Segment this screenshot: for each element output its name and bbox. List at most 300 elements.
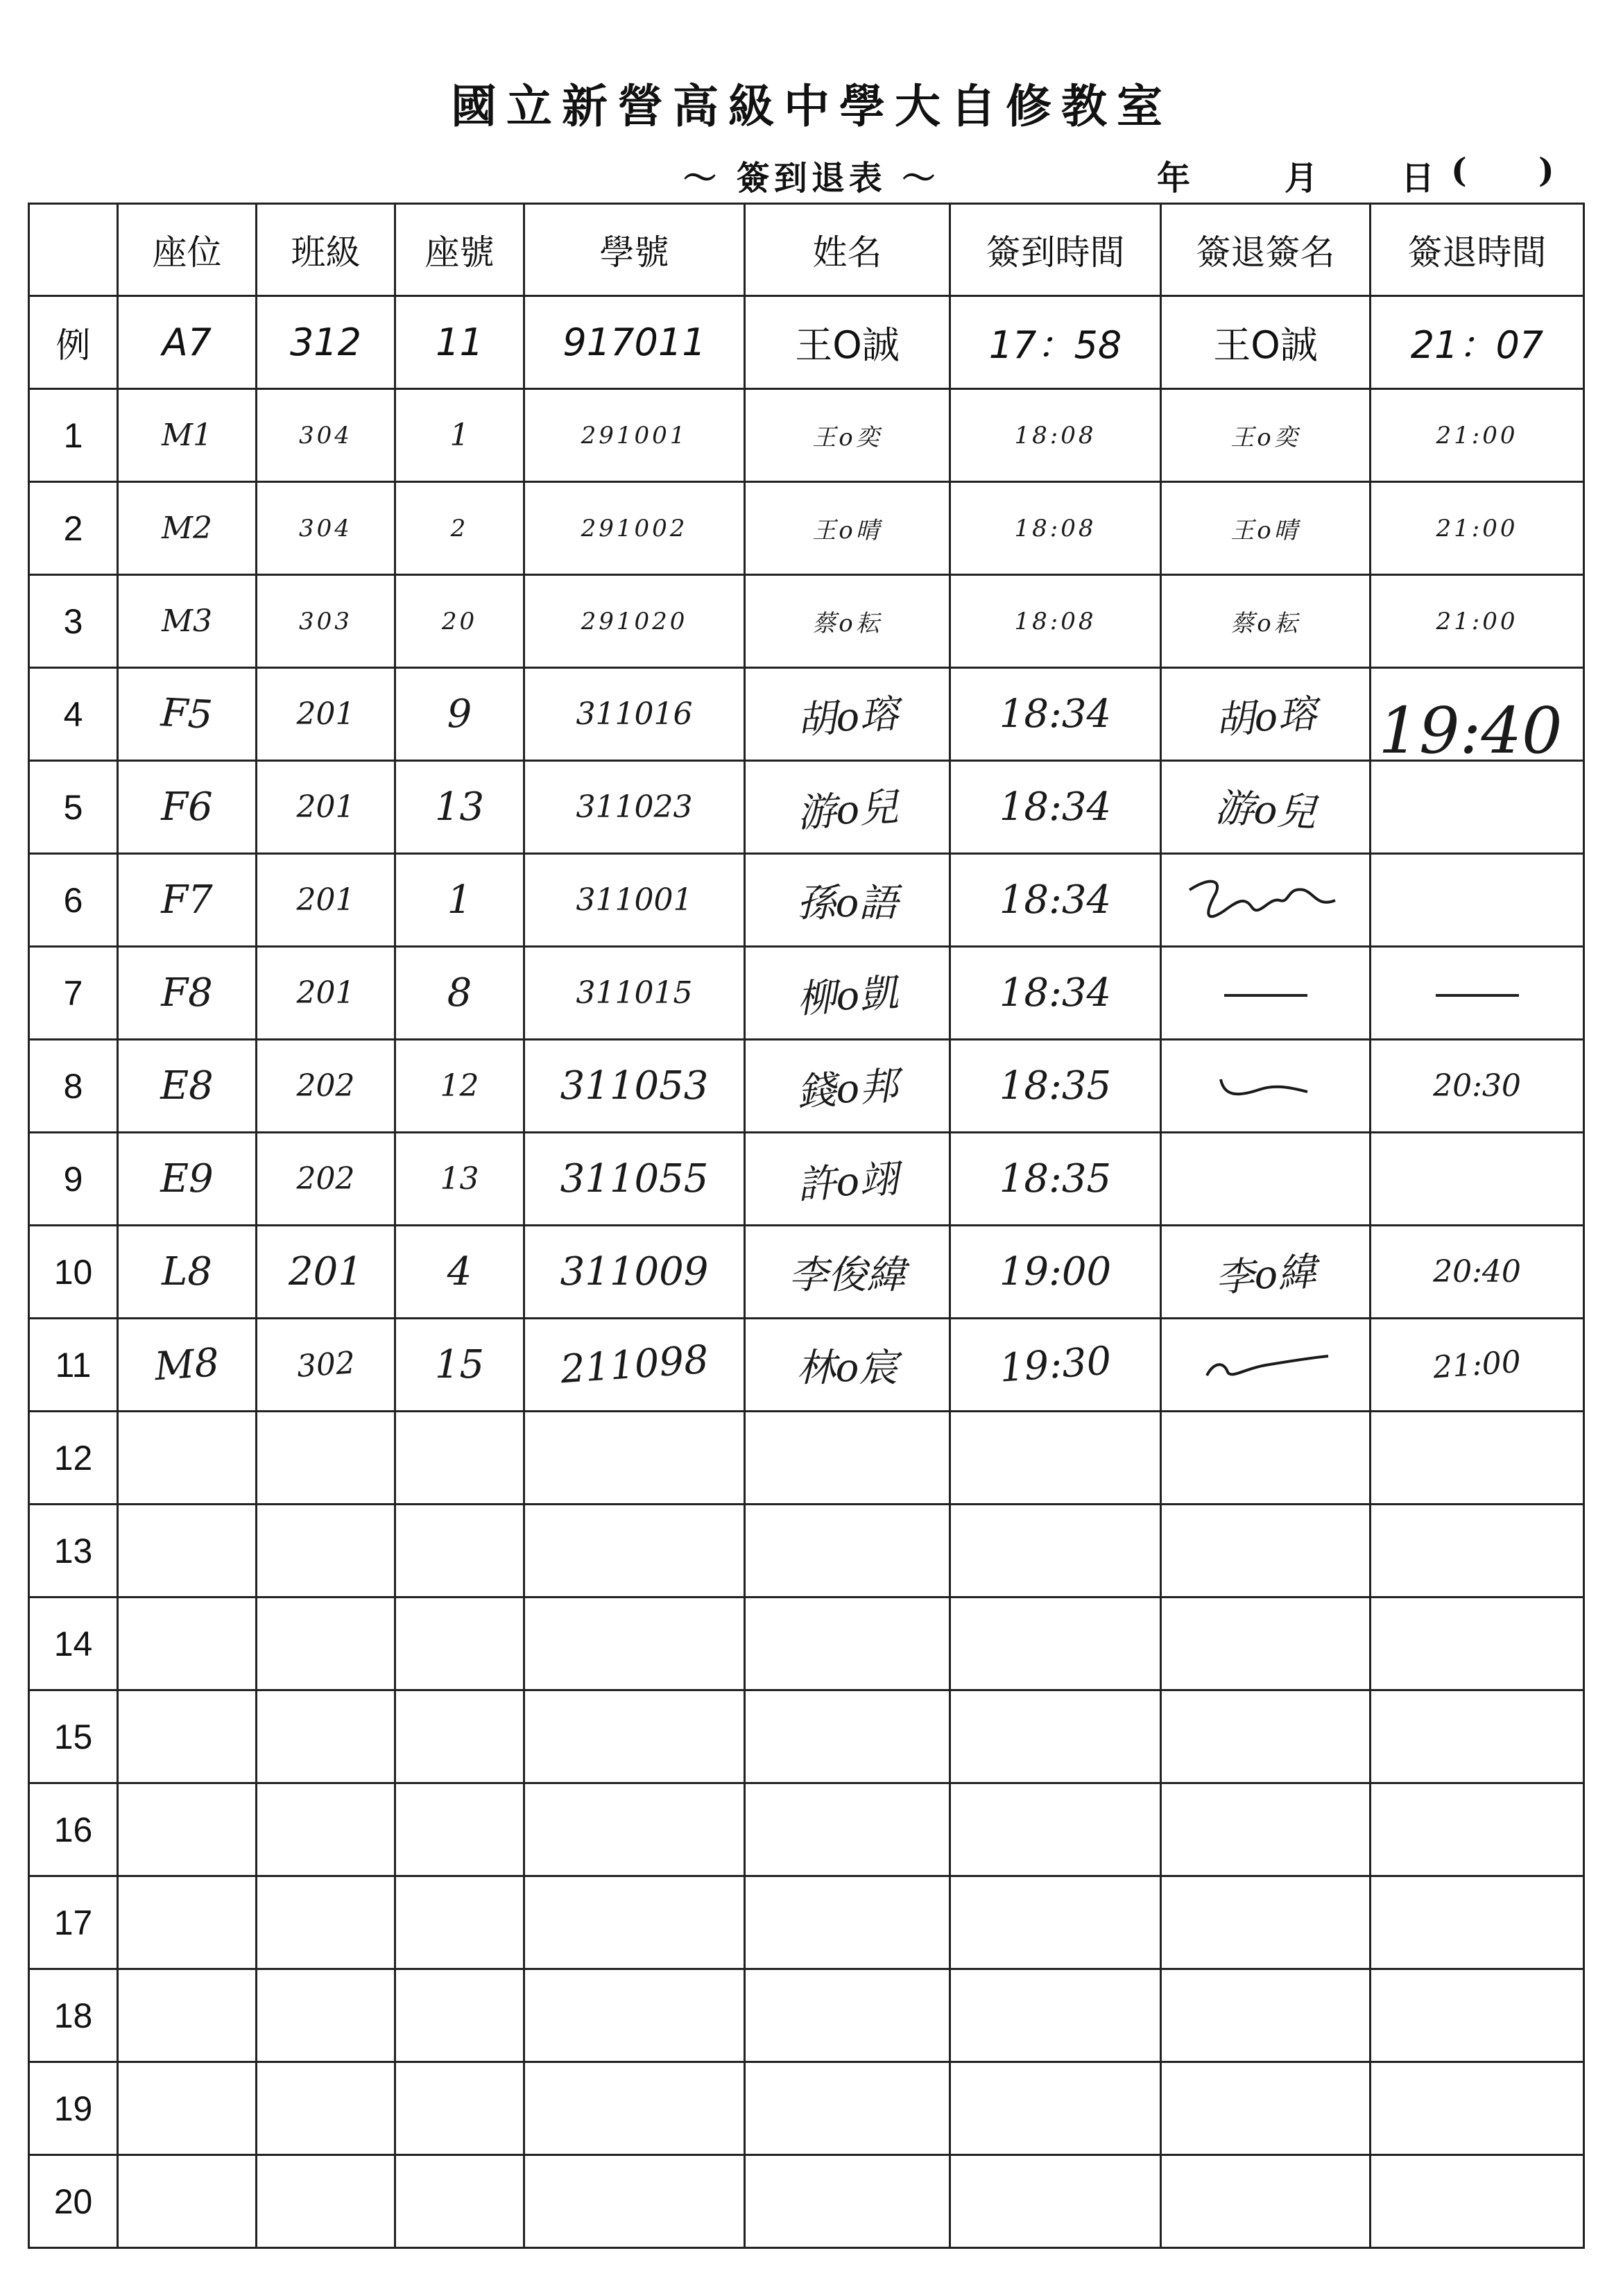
class-cell — [257, 1319, 395, 1412]
name-cell — [745, 1876, 950, 1969]
col-header-checkin-time: 簽到時間 — [950, 204, 1161, 296]
class-cell — [257, 1505, 395, 1597]
checkin-cell — [950, 1133, 1161, 1226]
col-header-seat: 座位 — [118, 204, 257, 296]
row-number: 19 — [29, 2062, 118, 2155]
class-value: 202 — [296, 1068, 355, 1104]
seat-value: M1 — [161, 418, 213, 453]
table-row — [29, 1969, 1584, 2062]
seat-cell — [118, 1412, 257, 1505]
seat-number-cell — [395, 1040, 524, 1133]
checkin-cell — [950, 575, 1161, 668]
shared-checkout-time-value: 19:40 — [1378, 694, 1563, 768]
signout-signature-cell — [1161, 575, 1371, 668]
name-value: 錢o邦 — [795, 1063, 900, 1115]
checkin-cell — [950, 482, 1161, 575]
checkout-value: 21:00 — [1436, 607, 1518, 635]
row-number: 3 — [29, 575, 118, 668]
signout-signature-cell — [1161, 389, 1371, 482]
col-header-student-id: 學號 — [524, 204, 745, 296]
student-id-cell — [524, 1040, 745, 1133]
name-cell — [745, 1690, 950, 1783]
checkin-cell — [950, 1505, 1161, 1597]
subtitle-line — [0, 151, 1623, 200]
seat-value: M8 — [153, 1339, 221, 1390]
checkout-cell — [1371, 2062, 1584, 2155]
student-id-cell — [524, 761, 745, 854]
checkout-cell — [1371, 1690, 1584, 1783]
name-cell — [745, 1133, 950, 1226]
student-id-cell — [524, 1969, 745, 2062]
signout-signature-value: 胡o瑢 — [1213, 691, 1318, 744]
class-value: 202 — [296, 1161, 355, 1197]
table-row — [29, 668, 1584, 761]
year-label: 年 — [1157, 159, 1191, 198]
name-value: 李俊緯 — [789, 1252, 906, 1298]
signout-signature-cell — [1161, 1690, 1371, 1783]
name-cell — [745, 575, 950, 668]
seat-number-value: 13 — [434, 785, 485, 830]
name-cell — [745, 1040, 950, 1133]
name-value: 林o宸 — [796, 1345, 898, 1391]
seat-value: L8 — [162, 1249, 212, 1294]
seat-number-value: 9 — [447, 692, 472, 737]
class-cell — [257, 1876, 395, 1969]
name-value: 胡o瑢 — [795, 691, 900, 744]
name-cell — [745, 854, 950, 947]
seat-value: F8 — [161, 970, 213, 1016]
signout-signature-cell — [1161, 1876, 1371, 1969]
row-number: 6 — [29, 854, 118, 947]
name-cell — [745, 2155, 950, 2248]
signout-signature-cell — [1161, 482, 1371, 575]
checkin-value: 18:34 — [999, 970, 1112, 1016]
checkout-cell — [1371, 1226, 1584, 1319]
name-value: 柳o凱 — [795, 970, 900, 1022]
signout-signature-cell — [1161, 1319, 1371, 1412]
row-number: 18 — [29, 1969, 118, 2062]
name-value: 孫o語 — [796, 880, 898, 926]
row-number: 16 — [29, 1783, 118, 1876]
signout-signature-value: 蔡o耘 — [1230, 610, 1300, 637]
name-cell — [745, 761, 950, 854]
row-number: 4 — [29, 668, 118, 761]
signature-scribble-icon — [1210, 1065, 1321, 1107]
seat-value: M3 — [161, 603, 213, 639]
seat-number-cell — [395, 1969, 524, 2062]
student-id-cell — [524, 389, 745, 482]
student-id-value: 311009 — [560, 1249, 709, 1294]
seat-number-cell — [395, 1783, 524, 1876]
weekday-paren-open: ( — [1451, 151, 1467, 190]
student-id-cell — [524, 1133, 745, 1226]
class-cell — [257, 1133, 395, 1226]
checkin-cell — [950, 2155, 1161, 2248]
signout-signature-cell — [1161, 1597, 1371, 1690]
seat-number-cell — [395, 1876, 524, 1969]
student-id-cell — [524, 1597, 745, 1690]
seat-number-cell — [395, 1226, 524, 1319]
student-id-cell — [524, 482, 745, 575]
attendance-table — [28, 203, 1585, 2249]
class-cell — [257, 854, 395, 947]
seat-number-cell — [395, 1412, 524, 1505]
student-id-cell — [524, 947, 745, 1040]
row-number: 5 — [29, 761, 118, 854]
class-value: 304 — [299, 421, 352, 449]
class-cell — [257, 2155, 395, 2248]
class-cell — [257, 1783, 395, 1876]
seat-number-value: 1 — [447, 877, 472, 923]
seat-value: F6 — [161, 785, 213, 830]
example-class: 312 — [257, 296, 395, 389]
class-cell — [257, 1040, 395, 1133]
seat-cell — [118, 482, 257, 575]
col-header-class: 班級 — [257, 204, 395, 296]
student-id-value: 211098 — [558, 1337, 710, 1393]
checkout-cell — [1371, 1319, 1584, 1412]
name-cell — [745, 668, 950, 761]
seat-number-value: 13 — [440, 1161, 479, 1197]
seat-cell — [118, 1783, 257, 1876]
seat-cell — [118, 1319, 257, 1412]
example-seat: A7 — [118, 296, 257, 389]
seat-cell — [118, 761, 257, 854]
seat-value: M2 — [161, 511, 213, 546]
student-id-cell — [524, 2155, 745, 2248]
seat-value: F5 — [160, 690, 214, 738]
seat-cell — [118, 854, 257, 947]
seat-number-cell — [395, 947, 524, 1040]
seat-cell — [118, 2062, 257, 2155]
table-row — [29, 1133, 1584, 1226]
checkin-cell — [950, 1783, 1161, 1876]
student-id-cell — [524, 575, 745, 668]
name-cell — [745, 2062, 950, 2155]
seat-number-cell — [395, 1319, 524, 1412]
checkin-cell — [950, 668, 1161, 761]
seat-cell — [118, 1690, 257, 1783]
checkin-cell — [950, 1969, 1161, 2062]
col-header-signout-signature: 簽退簽名 — [1161, 204, 1371, 296]
checkin-cell — [950, 947, 1161, 1040]
dash-mark — [1224, 994, 1307, 997]
signout-signature-cell — [1161, 947, 1371, 1040]
signature-scribble-icon — [1196, 1341, 1335, 1389]
checkin-value: 19:00 — [999, 1249, 1112, 1294]
class-cell — [257, 1690, 395, 1783]
checkout-value: 21:00 — [1432, 1344, 1522, 1386]
student-id-value: 311001 — [576, 882, 693, 918]
name-cell — [745, 1412, 950, 1505]
table-row — [29, 2155, 1584, 2248]
row-number: 8 — [29, 1040, 118, 1133]
checkout-cell — [1371, 854, 1584, 947]
signout-signature-cell — [1161, 1505, 1371, 1597]
col-header-index — [29, 204, 118, 296]
page-title: 國立新營高級中學大自修教室 — [451, 79, 1172, 133]
table-row — [29, 1505, 1584, 1597]
checkout-cell — [1371, 761, 1584, 854]
seat-number-cell — [395, 1690, 524, 1783]
table-row — [29, 2062, 1584, 2155]
checkin-value: 18:34 — [999, 785, 1112, 830]
checkout-value: 21:00 — [1436, 514, 1518, 542]
class-value: 201 — [289, 1249, 363, 1294]
checkin-value: 18:35 — [999, 1156, 1112, 1201]
class-value: 302 — [295, 1345, 357, 1385]
student-id-cell — [524, 2062, 745, 2155]
table-row — [29, 761, 1584, 854]
student-id-value: 311055 — [560, 1156, 709, 1201]
example-row — [29, 296, 1584, 389]
class-cell — [257, 1969, 395, 2062]
student-id-value: 291020 — [581, 607, 688, 635]
month-label: 月 — [1285, 159, 1319, 198]
student-id-value: 291002 — [581, 514, 688, 542]
seat-cell — [118, 1133, 257, 1226]
example-signout-signature: 王O誠 — [1161, 296, 1371, 389]
col-header-name: 姓名 — [745, 204, 950, 296]
checkin-value: 18:08 — [1014, 514, 1097, 542]
row-number: 15 — [29, 1690, 118, 1783]
seat-cell — [118, 1040, 257, 1133]
row-number: 10 — [29, 1226, 118, 1319]
table-row — [29, 1597, 1584, 1690]
checkin-value: 18:34 — [999, 692, 1112, 737]
checkout-cell — [1371, 668, 1584, 761]
row-number: 2 — [29, 482, 118, 575]
signout-signature-cell — [1161, 1040, 1371, 1133]
name-cell — [745, 1226, 950, 1319]
row-number: 20 — [29, 2155, 118, 2248]
class-value: 201 — [296, 975, 355, 1011]
table-row — [29, 854, 1584, 947]
signout-signature-cell — [1161, 2155, 1371, 2248]
example-student-id: 917011 — [524, 296, 745, 389]
checkin-cell — [950, 1597, 1161, 1690]
class-cell — [257, 1226, 395, 1319]
table-row — [29, 1783, 1584, 1876]
dash-mark — [1436, 994, 1519, 997]
class-cell — [257, 575, 395, 668]
student-id-cell — [524, 854, 745, 947]
checkout-cell — [1371, 1040, 1584, 1133]
checkout-cell — [1371, 389, 1584, 482]
checkout-cell — [1371, 1876, 1584, 1969]
seat-number-cell — [395, 761, 524, 854]
table-row — [29, 575, 1584, 668]
name-cell — [745, 947, 950, 1040]
name-value: 王o晴 — [812, 517, 882, 545]
checkin-value: 18:34 — [999, 877, 1112, 923]
checkin-value: 19:30 — [997, 1338, 1113, 1391]
checkout-value: 20:30 — [1433, 1068, 1521, 1104]
checkout-cell — [1371, 1133, 1584, 1226]
checkin-cell — [950, 1690, 1161, 1783]
seat-number-value: 1 — [449, 418, 470, 453]
seat-number-cell — [395, 854, 524, 947]
row-number: 11 — [29, 1319, 118, 1412]
seat-cell — [118, 575, 257, 668]
table-row — [29, 482, 1584, 575]
name-value: 蔡o耘 — [812, 610, 882, 637]
seat-value: F7 — [161, 877, 213, 923]
name-cell — [745, 1783, 950, 1876]
seat-number-cell — [395, 1597, 524, 1690]
checkin-cell — [950, 1412, 1161, 1505]
seat-number-cell — [395, 668, 524, 761]
seat-cell — [118, 947, 257, 1040]
checkout-value: 21:00 — [1436, 421, 1518, 449]
seat-cell — [118, 2155, 257, 2248]
weekday-paren-close: ) — [1538, 151, 1554, 190]
class-cell — [257, 1597, 395, 1690]
name-value: 王o奕 — [812, 424, 882, 452]
row-number: 17 — [29, 1876, 118, 1969]
signout-signature-value: 王o晴 — [1230, 517, 1300, 545]
table-row — [29, 1690, 1584, 1783]
checkin-value: 18:08 — [1014, 607, 1097, 635]
signout-signature-cell — [1161, 1226, 1371, 1319]
col-header-seat-number: 座號 — [395, 204, 524, 296]
checkin-cell — [950, 1876, 1161, 1969]
col-header-checkout-time: 簽退時間 — [1371, 204, 1584, 296]
table-row — [29, 1319, 1584, 1412]
seat-number-value: 4 — [447, 1249, 472, 1294]
signout-signature-cell — [1161, 761, 1371, 854]
student-id-cell — [524, 1690, 745, 1783]
checkin-value: 18:35 — [999, 1063, 1112, 1108]
example-checkin-time: 17：58 — [950, 296, 1161, 389]
signature-scribble-icon — [1176, 869, 1356, 932]
class-cell — [257, 1412, 395, 1505]
name-cell — [745, 1969, 950, 2062]
name-cell — [745, 482, 950, 575]
seat-number-cell — [395, 2062, 524, 2155]
seat-cell — [118, 1876, 257, 1969]
checkout-cell — [1371, 2155, 1584, 2248]
signout-signature-cell — [1161, 1133, 1371, 1226]
seat-cell — [118, 668, 257, 761]
student-id-cell — [524, 1319, 745, 1412]
row-number: 14 — [29, 1597, 118, 1690]
checkin-cell — [950, 2062, 1161, 2155]
student-id-cell — [524, 668, 745, 761]
seat-number-cell — [395, 482, 524, 575]
checkout-cell — [1371, 1505, 1584, 1597]
class-cell — [257, 2062, 395, 2155]
student-id-cell — [524, 1412, 745, 1505]
class-cell — [257, 389, 395, 482]
checkout-cell — [1371, 1412, 1584, 1505]
class-value: 201 — [296, 882, 355, 918]
checkout-cell — [1371, 947, 1584, 1040]
student-id-value: 311016 — [576, 696, 693, 732]
checkin-cell — [950, 761, 1161, 854]
signout-signature-cell — [1161, 1969, 1371, 2062]
student-id-value: 311023 — [576, 789, 693, 825]
seat-cell — [118, 1969, 257, 2062]
table-row — [29, 1412, 1584, 1505]
seat-number-cell — [395, 575, 524, 668]
checkin-value: 18:08 — [1014, 421, 1097, 449]
signout-signature-cell — [1161, 854, 1371, 947]
signout-signature-cell — [1161, 668, 1371, 761]
header-row — [29, 204, 1584, 296]
table-row — [29, 947, 1584, 1040]
student-id-cell — [524, 1783, 745, 1876]
student-id-value: 291001 — [581, 421, 688, 449]
class-value: 303 — [299, 607, 352, 635]
seat-cell — [118, 1226, 257, 1319]
example-seat-number: 11 — [395, 296, 524, 389]
name-cell — [745, 1319, 950, 1412]
checkin-cell — [950, 1226, 1161, 1319]
table-row — [29, 389, 1584, 482]
seat-number-value: 20 — [441, 607, 478, 635]
signout-signature-value: 游o兒 — [1213, 785, 1317, 836]
class-value: 304 — [299, 514, 352, 542]
signout-signature-value: 李o緯 — [1213, 1249, 1318, 1301]
seat-value: E9 — [160, 1156, 214, 1201]
row-number: 13 — [29, 1505, 118, 1597]
student-id-cell — [524, 1226, 745, 1319]
seat-number-value: 8 — [447, 970, 472, 1016]
checkout-cell — [1371, 1783, 1584, 1876]
example-label: 例 — [29, 296, 118, 389]
row-number: 12 — [29, 1412, 118, 1505]
table-row — [29, 1226, 1584, 1319]
checkout-value: 20:40 — [1433, 1254, 1521, 1290]
seat-number-cell — [395, 1133, 524, 1226]
name-cell — [745, 1505, 950, 1597]
table-row — [29, 1876, 1584, 1969]
seat-cell — [118, 389, 257, 482]
signout-signature-value: 王o奕 — [1230, 424, 1300, 452]
row-number: 9 — [29, 1133, 118, 1226]
class-cell — [257, 761, 395, 854]
seat-number-value: 2 — [450, 514, 469, 542]
seat-cell — [118, 1505, 257, 1597]
checkin-cell — [950, 854, 1161, 947]
checkout-cell — [1371, 575, 1584, 668]
checkout-cell — [1371, 482, 1584, 575]
example-checkout-time: 21：07 — [1371, 296, 1584, 389]
signout-signature-cell — [1161, 2062, 1371, 2155]
subtitle: ～ 簽到退表 ～ — [683, 159, 940, 198]
signout-signature-cell — [1161, 1412, 1371, 1505]
name-value: 許o翊 — [795, 1156, 900, 1208]
example-name: 王O誠 — [745, 296, 950, 389]
checkout-cell — [1371, 1969, 1584, 2062]
seat-number-value: 12 — [440, 1068, 479, 1104]
table-row — [29, 1040, 1584, 1133]
seat-number-cell — [395, 1505, 524, 1597]
class-value: 201 — [296, 696, 355, 732]
checkin-cell — [950, 389, 1161, 482]
checkin-cell — [950, 1319, 1161, 1412]
row-number: 7 — [29, 947, 118, 1040]
day-label: 日 — [1401, 159, 1435, 198]
class-cell — [257, 482, 395, 575]
row-number: 1 — [29, 389, 118, 482]
seat-number-cell — [395, 389, 524, 482]
name-cell — [745, 389, 950, 482]
student-id-cell — [524, 1505, 745, 1597]
seat-cell — [118, 1597, 257, 1690]
seat-number-value: 15 — [434, 1342, 485, 1387]
